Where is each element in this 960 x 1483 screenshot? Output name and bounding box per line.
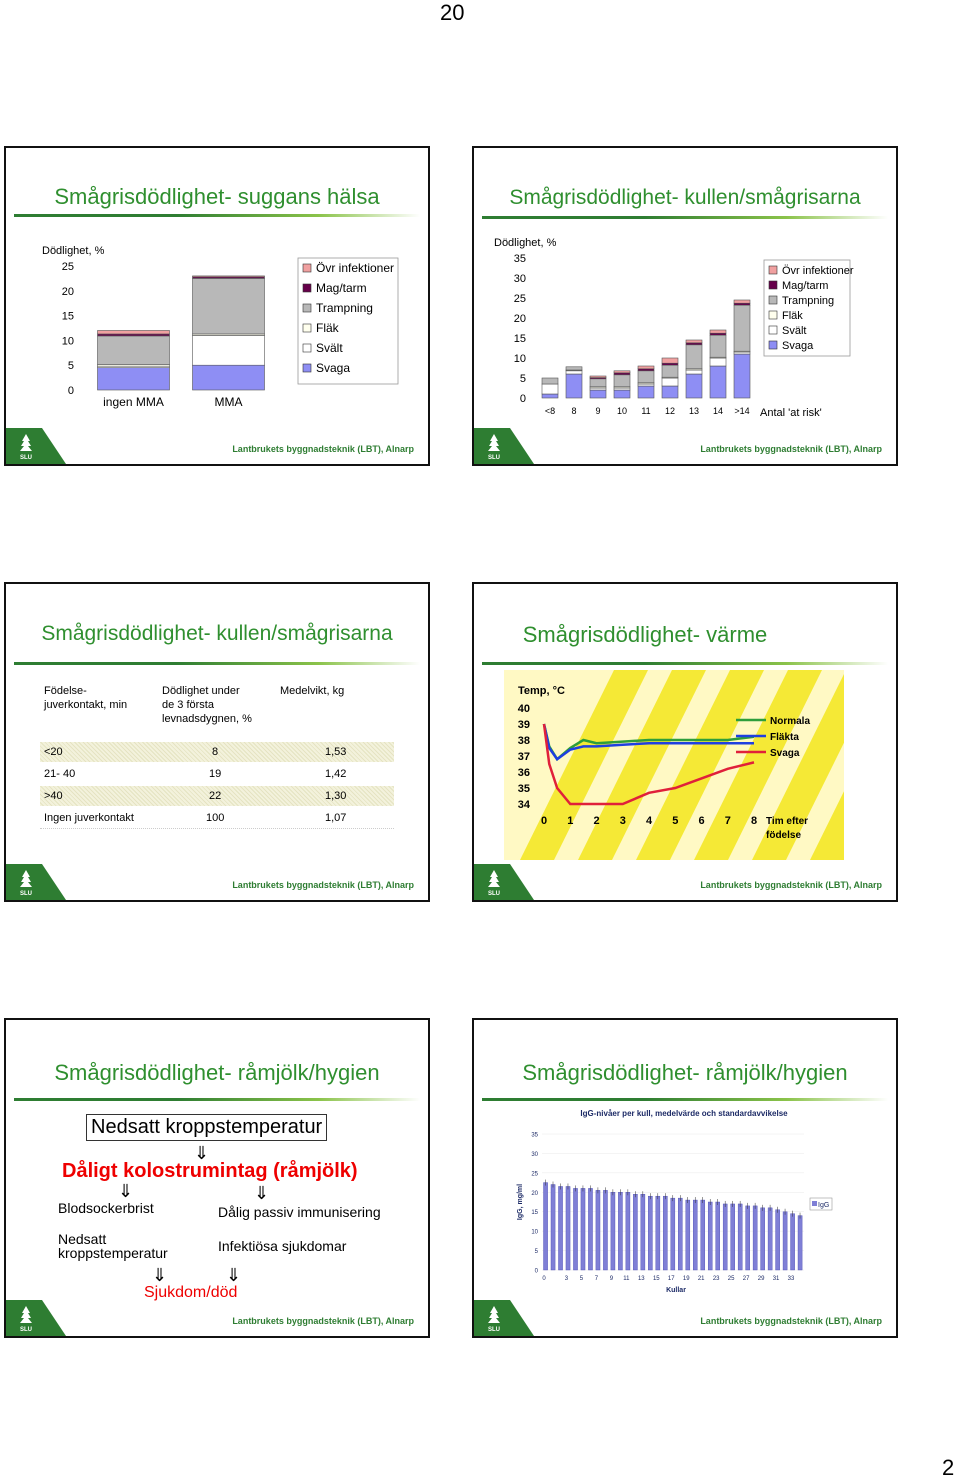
legend-label: Svält xyxy=(782,325,807,337)
bar-segment-svält xyxy=(686,370,702,374)
x-tick-label: 0 xyxy=(540,815,548,827)
page-number-bottom: 2 xyxy=(942,1455,955,1480)
legend-label: Övr infektioner xyxy=(316,261,395,275)
bar xyxy=(566,1186,570,1270)
flow-main: Dåligt kolostrumintag (råmjölk) xyxy=(62,1160,358,1182)
x-tick-label: 14 xyxy=(712,406,724,416)
bar xyxy=(581,1188,585,1270)
y-tick-label: 39 xyxy=(517,719,530,731)
bar xyxy=(663,1196,667,1270)
bar-segment-svaga xyxy=(710,366,726,398)
legend-label: Mag/tarm xyxy=(782,280,829,292)
chart-mortality-sow-health xyxy=(6,234,430,424)
slide-footer xyxy=(474,1300,896,1336)
x-tick-label: <8 xyxy=(544,406,556,416)
title-rule xyxy=(482,1098,888,1101)
legend-swatch-trampning xyxy=(303,304,311,312)
x-tick-label: 3 xyxy=(564,1276,569,1282)
y-tick-label: 35 xyxy=(513,253,526,265)
chart-title: IgG-nivåer per kull, medelvärde och standardavvikelse xyxy=(580,1109,788,1118)
bar-segment-trampning xyxy=(662,365,678,377)
bar xyxy=(768,1208,772,1270)
title-rule xyxy=(482,216,888,219)
bar xyxy=(776,1210,780,1270)
bar xyxy=(701,1200,705,1270)
bar xyxy=(641,1194,645,1270)
chart-temperature xyxy=(504,670,844,860)
bar-segment-svält xyxy=(193,335,265,365)
table-cell: 1,07 xyxy=(325,812,347,824)
slide-2 xyxy=(472,146,898,466)
x-tick-label: 8 xyxy=(571,406,577,416)
legend-label: Svaga xyxy=(770,748,800,759)
bar xyxy=(686,1200,690,1270)
bar xyxy=(551,1185,555,1270)
bar xyxy=(798,1216,802,1270)
bar xyxy=(648,1196,652,1270)
chart-igg xyxy=(514,1104,854,1300)
table-cell: 1,42 xyxy=(325,768,347,780)
bar xyxy=(746,1206,750,1270)
bar-segment-mag-tarm xyxy=(710,333,726,335)
bar-segment-svält xyxy=(662,378,678,386)
chart-mortality-litter xyxy=(474,234,898,424)
x-tick-label: 5 xyxy=(579,1276,584,1282)
bar-segment-svält xyxy=(542,384,558,394)
table-cell: 100 xyxy=(206,812,225,824)
bar-segment-trampning xyxy=(98,336,170,365)
x-tick-label: 0 xyxy=(542,1276,546,1282)
slide-title: Smågrisdödlighet- råmjölk/hygien xyxy=(54,1060,380,1085)
footer-text: Lantbrukets byggnadsteknik (LBT), Alnarp xyxy=(700,444,882,454)
x-tick-label: MMA xyxy=(214,395,243,409)
x-tick-label: 25 xyxy=(727,1276,735,1282)
x-tick-label: 13 xyxy=(688,406,700,416)
bar-segment-trampning xyxy=(566,367,582,370)
bar-segment-övr-infektioner xyxy=(590,376,606,378)
slide-footer xyxy=(6,1300,428,1336)
legend-swatch-svält xyxy=(769,326,777,334)
bar-segment-svaga xyxy=(542,394,558,398)
svg-text:SLU: SLU xyxy=(20,1327,32,1332)
table-cell: Ingen juverkontakt xyxy=(44,812,134,824)
down-arrow-icon: ⇓ xyxy=(226,1265,242,1285)
y-axis-label: Dödlighet, % xyxy=(42,245,105,257)
bar xyxy=(671,1198,675,1270)
x-tick-label: 11 xyxy=(623,1276,630,1282)
legend-label: Svaga xyxy=(782,340,814,352)
slu-logo xyxy=(12,1304,40,1332)
flow-box: Nedsatt kroppstemperatur xyxy=(86,1114,327,1141)
legend-swatch-övr-infektioner xyxy=(769,266,777,274)
x-tick-label: 27 xyxy=(742,1276,750,1282)
x-tick-label: 31 xyxy=(772,1276,780,1282)
legend-swatch-övr-infektioner xyxy=(303,264,311,272)
bar xyxy=(626,1192,630,1270)
table-header: Födelse- juverkontakt, min xyxy=(44,685,128,711)
slu-logo xyxy=(12,868,40,896)
table-row xyxy=(40,808,394,829)
bar-segment-trampning xyxy=(710,335,726,357)
slide-title: Smågrisdödlighet- suggans hälsa xyxy=(54,184,380,209)
x-tick-label: >14 xyxy=(734,406,750,416)
y-tick-label: 20 xyxy=(531,1190,538,1197)
svg-text:SLU: SLU xyxy=(488,455,500,460)
bar xyxy=(588,1188,592,1270)
bar-segment-svaga xyxy=(98,368,170,390)
title-rule xyxy=(14,1098,420,1101)
y-tick-label: 0 xyxy=(519,393,526,405)
bar-segment-övr-infektioner xyxy=(710,330,726,333)
x-tick-label: 7 xyxy=(594,1276,599,1282)
footer-text: Lantbrukets byggnadsteknik (LBT), Alnarp xyxy=(232,1316,414,1326)
y-axis-label: Temp, °C xyxy=(518,685,565,697)
bar xyxy=(753,1206,757,1270)
bar-segment-svaga xyxy=(638,386,654,398)
bar-segment-svaga xyxy=(193,365,265,390)
table-cell: <20 xyxy=(44,746,63,758)
y-tick-label: 25 xyxy=(513,293,526,305)
svg-text:SLU: SLU xyxy=(488,891,500,896)
legend-swatch-fläk xyxy=(769,311,777,319)
legend-label: Trampning xyxy=(316,301,373,315)
bar xyxy=(611,1192,615,1270)
bar-segment-svält xyxy=(710,358,726,366)
bar xyxy=(633,1194,637,1270)
footer-text: Lantbrukets byggnadsteknik (LBT), Alnarp xyxy=(232,880,414,890)
bar xyxy=(761,1208,765,1270)
x-tick-label: 8 xyxy=(750,815,758,827)
x-tick-label: 12 xyxy=(664,406,676,416)
down-arrow-icon: ⇓ xyxy=(194,1143,210,1163)
slide-4 xyxy=(472,582,898,902)
y-tick-label: 10 xyxy=(513,353,526,365)
x-tick-label: 21 xyxy=(697,1276,705,1282)
table-cell: 22 xyxy=(209,790,222,802)
legend-label: Svält xyxy=(316,341,343,355)
x-tick-label: 9 xyxy=(595,406,601,416)
y-tick-label: 25 xyxy=(61,261,74,273)
y-tick-label: 20 xyxy=(513,313,526,325)
title-rule xyxy=(482,662,888,665)
x-tick-label: 10 xyxy=(616,406,628,416)
x-tick-label: 3 xyxy=(619,815,626,827)
bar-segment-trampning xyxy=(734,305,750,351)
bar xyxy=(596,1190,600,1270)
x-tick-label: ingen MMA xyxy=(103,395,164,409)
y-tick-label: 30 xyxy=(531,1151,538,1158)
y-tick-label: 15 xyxy=(531,1210,538,1217)
bar-segment-svält xyxy=(566,371,582,374)
bar-segment-övr-infektioner xyxy=(734,300,750,303)
y-tick-label: 10 xyxy=(531,1229,538,1236)
title-rule xyxy=(14,214,420,217)
x-tick-label: 9 xyxy=(609,1276,614,1282)
y-tick-label: 10 xyxy=(61,335,74,348)
flow-end: Sjukdom/död xyxy=(144,1284,238,1301)
legend-swatch-svaga xyxy=(303,364,311,372)
bar-segment-svaga xyxy=(734,354,750,398)
y-tick-label: 34 xyxy=(517,799,530,811)
bar-segment-mag-tarm xyxy=(662,363,678,365)
x-tick-label: 33 xyxy=(787,1276,795,1282)
y-axis-label: IgG, mg/ml xyxy=(517,1183,524,1221)
bar xyxy=(573,1188,577,1270)
slide-title: Smågrisdödlighet- råmjölk/hygien xyxy=(522,1060,848,1085)
bar-segment-trampning xyxy=(542,378,558,384)
bar-segment-trampning xyxy=(193,278,265,334)
down-arrow-icon: ⇓ xyxy=(152,1265,168,1285)
bar-segment-trampning xyxy=(638,371,654,383)
legend-label: Fläk xyxy=(316,321,339,335)
x-tick-label: 13 xyxy=(637,1276,645,1282)
x-tick-label: 7 xyxy=(724,815,731,827)
y-tick-label: 5 xyxy=(67,360,74,373)
bar xyxy=(731,1204,735,1270)
slide-5 xyxy=(4,1018,430,1338)
bar-segment-trampning xyxy=(614,375,630,387)
bar xyxy=(603,1190,607,1270)
x-tick-label: 15 xyxy=(652,1276,660,1282)
bar-segment-övr-infektioner xyxy=(98,330,170,333)
y-tick-label: 36 xyxy=(517,767,530,779)
y-tick-label: 5 xyxy=(534,1249,538,1256)
x-axis-label: Antal 'at risk' xyxy=(760,407,822,419)
down-arrow-icon: ⇓ xyxy=(118,1181,134,1201)
bar xyxy=(618,1192,622,1270)
table-cell: 8 xyxy=(212,746,219,758)
down-arrow-icon: ⇓ xyxy=(254,1183,270,1203)
legend-label: Svaga xyxy=(316,361,351,375)
svg-text:SLU: SLU xyxy=(20,891,32,896)
bar xyxy=(791,1214,795,1270)
table-cell: 1,53 xyxy=(325,746,347,758)
x-tick-label: 17 xyxy=(667,1276,675,1282)
bar-segment-svaga xyxy=(566,374,582,398)
page-number-top: 20 xyxy=(440,0,465,25)
legend-swatch-fläk xyxy=(303,324,311,332)
x-tick-label: 2 xyxy=(593,815,600,827)
y-axis-label: Dödlighet, % xyxy=(494,237,557,249)
legend-swatch-igg xyxy=(812,1201,817,1206)
flow-left-2: Nedsatt kroppstemperatur xyxy=(58,1231,168,1261)
legend-label: Fläkta xyxy=(770,732,799,743)
legend-swatch-svält xyxy=(303,344,311,352)
table-header: Dödlighet under de 3 första levnadsdygnen, % xyxy=(162,685,252,725)
bar-segment-övr-infektioner xyxy=(686,340,702,343)
y-tick-label: 35 xyxy=(517,783,530,795)
y-tick-label: 5 xyxy=(519,373,526,385)
y-tick-label: 0 xyxy=(67,385,74,397)
x-tick-label: 19 xyxy=(682,1276,690,1282)
bar xyxy=(678,1198,682,1270)
svg-text:SLU: SLU xyxy=(20,455,32,460)
bar-segment-övr-infektioner xyxy=(638,366,654,369)
bar xyxy=(783,1212,787,1270)
footer-text: Lantbrukets byggnadsteknik (LBT), Alnarp xyxy=(700,1316,882,1326)
slide-6 xyxy=(472,1018,898,1338)
y-tick-label: 15 xyxy=(513,333,526,345)
slide-title: Smågrisdödlighet- värme xyxy=(522,622,768,647)
footer-text: Lantbrukets byggnadsteknik (LBT), Alnarp xyxy=(700,880,882,890)
legend-swatch-mag-tarm xyxy=(769,281,777,289)
y-tick-label: 15 xyxy=(61,310,74,323)
bar xyxy=(738,1204,742,1270)
x-tick-label: 29 xyxy=(757,1276,765,1282)
slide-footer xyxy=(474,864,896,900)
legend-swatch-svaga xyxy=(769,341,777,349)
flow-left-1: Blodsockerbrist xyxy=(58,1200,154,1216)
y-tick-label: 0 xyxy=(534,1268,538,1275)
slide-title: Smågrisdödlighet- kullen/smågrisarna xyxy=(41,622,393,645)
table-cell: 19 xyxy=(209,768,222,780)
legend-label: IgG xyxy=(818,1202,830,1209)
bar-segment-svaga xyxy=(686,374,702,398)
bar xyxy=(558,1186,562,1270)
y-tick-label: 37 xyxy=(517,751,530,763)
slide-footer xyxy=(6,864,428,900)
bar-segment-övr-infektioner xyxy=(614,371,630,373)
table-cell: 21- 40 xyxy=(44,768,76,780)
bar-segment-svaga xyxy=(590,390,606,398)
bar-segment-trampning xyxy=(590,379,606,387)
y-tick-label: 20 xyxy=(61,285,74,298)
bar xyxy=(708,1202,712,1270)
slu-logo xyxy=(480,868,508,896)
x-tick-label: 11 xyxy=(641,406,651,416)
slide-footer xyxy=(474,428,896,464)
slide-1 xyxy=(4,146,430,466)
slu-logo xyxy=(12,432,40,460)
bar-segment-svaga xyxy=(662,386,678,398)
table-row xyxy=(40,786,394,806)
x-tick-label: 1 xyxy=(567,815,574,827)
legend-swatch-mag-tarm xyxy=(303,284,311,292)
slide-3 xyxy=(4,582,430,902)
x-tick-label: 5 xyxy=(672,815,679,827)
table-row xyxy=(40,764,394,784)
y-tick-label: 25 xyxy=(531,1171,538,1178)
bar-segment-mag-tarm xyxy=(734,303,750,305)
slide-footer xyxy=(6,428,428,464)
legend-label: Mag/tarm xyxy=(316,281,367,295)
bar-segment-trampning xyxy=(686,345,702,369)
y-tick-label: 38 xyxy=(517,735,530,747)
legend-label: Trampning xyxy=(782,295,835,307)
x-axis-label: Kullar xyxy=(666,1287,686,1294)
table-cell: >40 xyxy=(44,790,63,802)
y-tick-label: 30 xyxy=(513,273,526,285)
x-axis-label: födelse xyxy=(766,830,802,841)
footer-text: Lantbrukets byggnadsteknik (LBT), Alnarp xyxy=(232,444,414,454)
x-tick-label: 6 xyxy=(698,815,705,827)
table-cell: 1,30 xyxy=(325,790,347,802)
y-tick-label: 40 xyxy=(517,703,530,715)
legend-swatch-trampning xyxy=(769,296,777,304)
bar-segment-svaga xyxy=(614,390,630,398)
title-rule xyxy=(14,662,420,665)
bar xyxy=(693,1200,697,1270)
flow-right-2: Infektiösa sjukdomar xyxy=(218,1238,347,1254)
flow-right-1: Dålig passiv immunisering xyxy=(218,1204,381,1220)
table-row xyxy=(40,742,394,762)
bar-segment-övr-infektioner xyxy=(193,276,265,277)
slu-logo xyxy=(480,1304,508,1332)
legend-label: Normala xyxy=(770,716,811,727)
x-axis-label: Tim efter xyxy=(766,816,809,827)
bar xyxy=(656,1196,660,1270)
x-tick-label: 4 xyxy=(645,815,653,827)
bar xyxy=(543,1183,547,1270)
slu-logo xyxy=(480,432,508,460)
bar xyxy=(723,1204,727,1270)
bar xyxy=(716,1202,720,1270)
y-tick-label: 35 xyxy=(531,1132,538,1139)
table-header: Medelvikt, kg xyxy=(280,685,345,697)
legend-label: Övr infektioner xyxy=(782,265,854,277)
bar-segment-övr-infektioner xyxy=(662,358,678,363)
slide-title: Smågrisdödlighet- kullen/smågrisarna xyxy=(509,186,861,209)
svg-text:SLU: SLU xyxy=(488,1327,500,1332)
x-tick-label: 23 xyxy=(712,1276,720,1282)
legend-label: Fläk xyxy=(782,310,803,322)
